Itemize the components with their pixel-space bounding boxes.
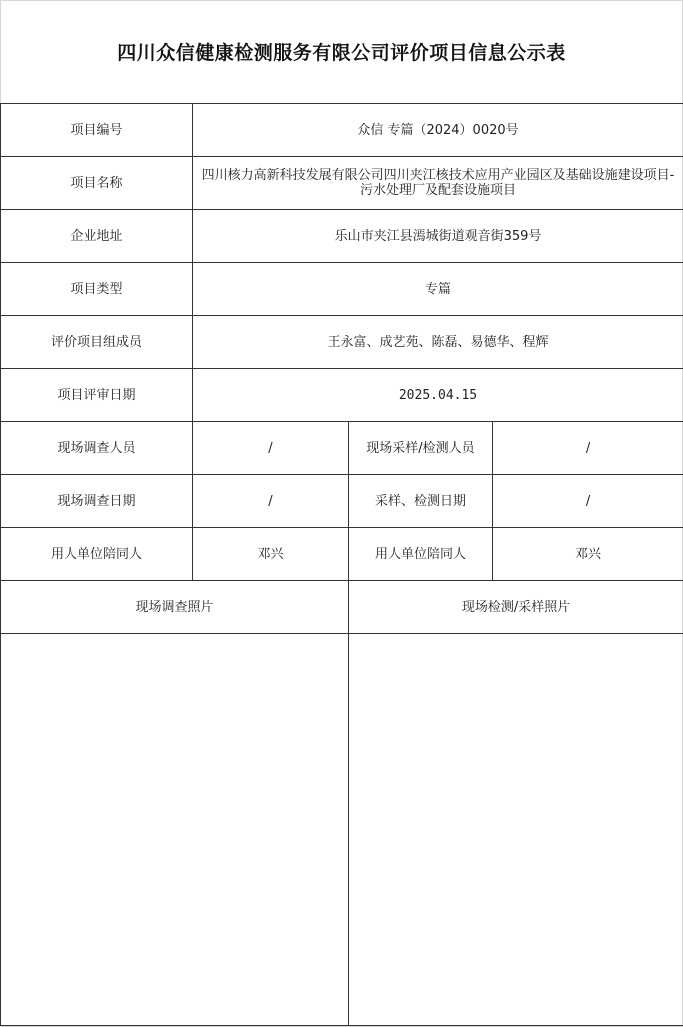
table-row [1, 263, 683, 316]
table-row [1, 528, 683, 581]
photo-row [1, 634, 683, 1026]
project-number-value: 众信 专篇（2024）0020号 [193, 104, 683, 157]
review-date-value: 2025.04.15 [193, 369, 683, 422]
table-row [1, 581, 683, 634]
table-row [1, 422, 683, 475]
sampling-photos-area [349, 634, 683, 1026]
survey-staff-value: / [193, 422, 349, 475]
companion-label: 用人单位陪同人 [1, 528, 193, 581]
table-row [1, 157, 683, 210]
company-address-value: 乐山市夹江县漹城街道观音街359号 [193, 210, 683, 263]
survey-photos-area [1, 634, 349, 1026]
sampling-date-label: 采样、检测日期 [349, 475, 493, 528]
sampling-date-value: / [493, 475, 683, 528]
survey-date-label: 现场调查日期 [1, 475, 193, 528]
project-name-value: 四川核力高新科技发展有限公司四川夹江核技术应用产业园区及基础设施建设项目-污水处理厂及配套设施项目 [193, 157, 683, 210]
survey-staff-label: 现场调查人员 [1, 422, 193, 475]
table-row [1, 316, 683, 369]
table-row [1, 369, 683, 422]
companion2-value: 邓兴 [493, 528, 683, 581]
row-label: 评价项目组成员 [1, 316, 193, 369]
sampling-photos-header: 现场检测/采样照片 [349, 581, 683, 634]
row-label: 企业地址 [1, 210, 193, 263]
sampling-staff-label: 现场采样/检测人员 [349, 422, 493, 475]
project-type-value: 专篇 [193, 263, 683, 316]
survey-photos-header: 现场调查照片 [1, 581, 349, 634]
sampling-staff-value: / [493, 422, 683, 475]
team-members-value: 王永富、成艺苑、陈磊、易德华、程辉 [193, 316, 683, 369]
table-row [1, 475, 683, 528]
table-row [1, 210, 683, 263]
row-label: 项目编号 [1, 104, 193, 157]
row-label: 项目名称 [1, 157, 193, 210]
survey-date-value: / [193, 475, 349, 528]
table-row [1, 104, 683, 157]
info-table [0, 103, 683, 1026]
row-label: 项目类型 [1, 263, 193, 316]
page-title: 四川众信健康检测服务有限公司评价项目信息公示表 [117, 42, 566, 64]
companion-value: 邓兴 [193, 528, 349, 581]
row-label: 项目评审日期 [1, 369, 193, 422]
companion2-label: 用人单位陪同人 [349, 528, 493, 581]
